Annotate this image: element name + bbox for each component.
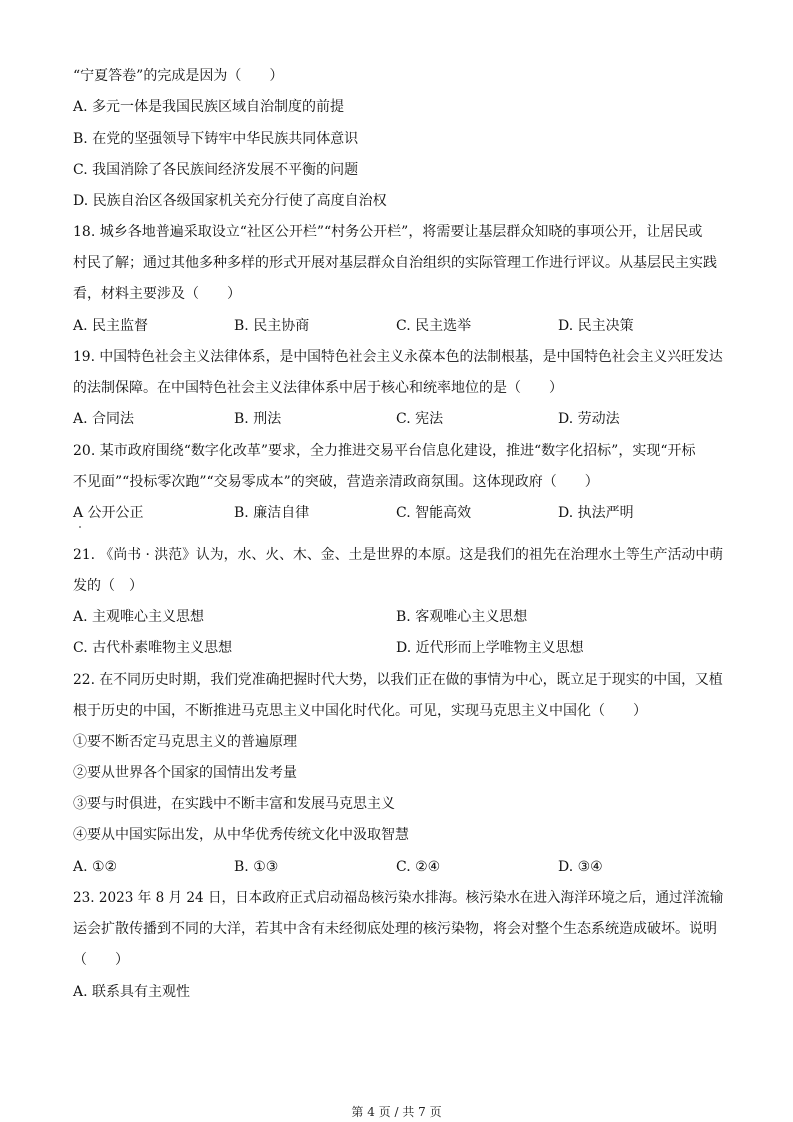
stray-dot [79,526,81,528]
q21-option-b: B. 客观唯心主义思想 [396,609,528,625]
q22-stem-line-2: 根于历史的中国，不断推进马克思主义中国化时代化。可见，实现马克思主义中国化（ ） [73,703,647,719]
q18-option-c: C. 民主选举 [396,318,472,334]
q22-stem-line-1: 22. 在不同历史时期，我们党准确把握时代大势，以我们正在做的事情为中心，既立足于现实的中国，又植 [73,672,723,688]
q21-option-a: A. 主观唯心主义思想 [73,609,205,625]
q20-option-d: D. 执法严明 [558,505,634,521]
q23-stem-line-3: （ ） [73,952,129,968]
q17-option-b: B. 在党的坚强领导下铸牢中华民族共同体意识 [73,131,359,147]
q21-option-c: C. 古代朴素唯物主义思想 [73,640,233,656]
page-number-footer: 第 4 页 / 共 7 页 [351,1105,442,1119]
q17-option-d: D. 民族自治区各级国家机关充分行使了高度自治权 [73,193,387,209]
q19-option-c: C. 宪法 [396,411,444,427]
q22-statement-4: ④要从中国实际出发，从中华优秀传统文化中汲取智慧 [73,827,409,843]
q18-stem-line-3: 看，材料主要涉及（ ） [73,286,241,302]
q22-statement-3: ③要与时俱进，在实践中不断丰富和发展马克思主义 [73,796,395,812]
q20-stem-line-1: 20. 某市政府围绕“数字化改革”要求，全力推进交易平台信息化建设，推进“数字化招标”，实现“开标 [73,443,696,459]
q19-stem-line-1: 19. 中国特色社会主义法律体系，是中国特色社会主义永葆本色的法制根基，是中国特色社会主义兴旺发达 [73,349,723,365]
q17-option-c: C. 我国消除了各民族间经济发展不平衡的问题 [73,162,359,178]
q17-stem-tail: “宁夏答卷”的完成是因为（ ） [73,68,284,84]
q20-option-a: A 公开公正 [73,505,144,521]
q22-option-b: B. ①③ [234,859,279,875]
q22-option-d: D. ③④ [558,859,603,875]
q22-statement-2: ②要从世界各个国家的国情出发考量 [73,765,297,781]
q21-stem-line-1: 21. 《尚书 · 洪范》认为，水、火、木、金、土是世界的本原。这是我们的祖先在治理水土等生产活动中萌 [73,547,724,563]
q18-stem-line-1: 18. 城乡各地普遍采取设立“社区公开栏”“村务公开栏”，将需要让基层群众知晓的事项公开，让居民或 [73,224,703,240]
q20-option-c: C. 智能高效 [396,505,472,521]
q22-option-a: A. ①② [73,859,118,875]
q19-option-d: D. 劳动法 [558,411,620,427]
q18-stem-line-2: 村民了解；通过其他多种多样的形式开展对基层群众自治组织的实际管理工作进行评议。从基层民主实践 [73,255,717,271]
q23-stem-line-2: 运会扩散传播到不同的大洋，若其中含有未经彻底处理的核污染物，将会对整个生态系统造成破坏。说明 [73,921,717,937]
q20-stem-line-2: 不见面”“投标零次跑”“交易零成本”的突破，营造亲清政商氛围。这体现政府（ ） [73,474,599,490]
q19-stem-line-2: 的法制保障。在中国特色社会主义法律体系中居于核心和统率地位的是（ ） [73,380,563,396]
q22-statement-1: ①要不断否定马克思主义的普遍原理 [73,734,297,750]
q17-option-a: A. 多元一体是我国民族区域自治制度的前提 [73,99,345,115]
q21-option-d: D. 近代形而上学唯物主义思想 [396,640,584,656]
q23-option-a: A. 联系具有主观性 [73,984,191,1000]
q22-option-c: C. ②④ [396,859,441,875]
q19-option-a: A. 合同法 [73,411,135,427]
q18-option-a: A. 民主监督 [73,318,149,334]
q20-option-b: B. 廉洁自律 [234,505,310,521]
q19-option-b: B. 刑法 [234,411,282,427]
q18-option-d: D. 民主决策 [558,318,634,334]
q21-stem-line-2: 发的（ ） [73,578,143,594]
q18-option-b: B. 民主协商 [234,318,310,334]
q23-stem-line-1: 23. 2023 年 8 月 24 日，日本政府正式启动福岛核污染水排海。核污染水在进入海洋环境之后，通过洋流输 [73,890,724,906]
